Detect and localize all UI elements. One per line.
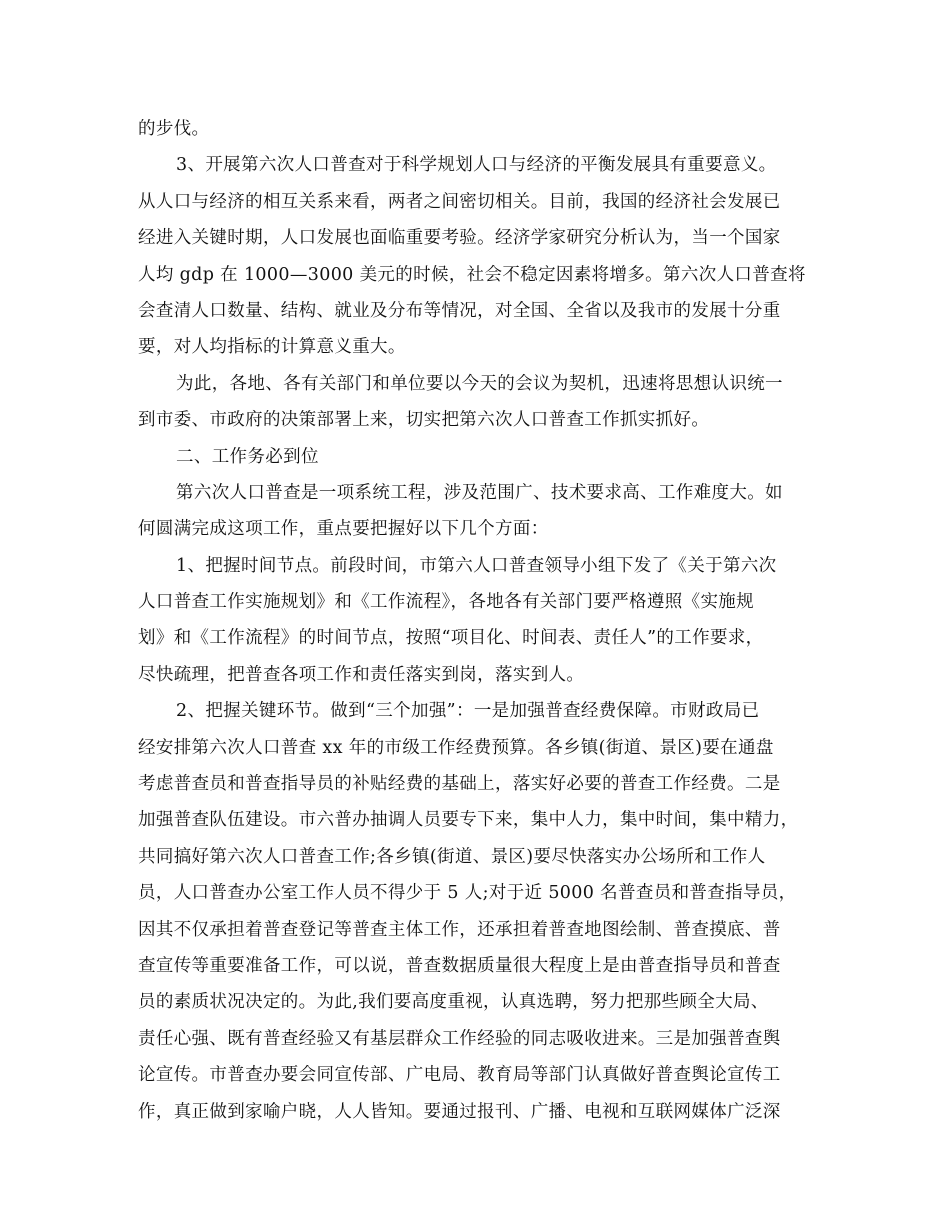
text-line: 2、把握关键环节。做到“三个加强”：一是加强普查经费保障。市财政局已 — [176, 701, 760, 722]
text-line: 经安排第六次人口普查 xx 年的市级工作经费预算。各乡镇(街道、景区)要在通盘 — [138, 737, 774, 758]
text-line: 加强普查队伍建设。市六普办抽调人员要专下来，集中人力，集中时间，集中精力， — [138, 810, 799, 831]
text-line: 责任心强、既有普查经验又有基层群众工作经验的同志吸收进来。三是加强普查舆 — [138, 1028, 781, 1049]
text-line: 因其不仅承担着普查登记等普查主体工作，还承担着普查地图绘制、普查摸底、普 — [138, 919, 781, 940]
text-line: 人口普查工作实施规划》和《工作流程》，各地各有关部门要严格遵照《实施规 — [138, 592, 754, 613]
text-line: 何圆满完成这项工作，重点要把握好以下几个方面： — [138, 519, 549, 540]
text-line: 为此，各地、各有关部门和单位要以今天的会议为契机，迅速将思想认识统一 — [176, 373, 783, 394]
text-line: 查宣传等重要准备工作，可以说，普查数据质量很大程度上是由普查指导员和普查 — [138, 955, 781, 976]
text-line: 人均 gdp 在 1000—3000 美元的时候，社会不稳定因素将增多。第六次人口普查将 — [138, 264, 806, 285]
document-body — [138, 111, 822, 1130]
text-line: 论宣传。市普查办要会同宣传部、广电局、教育局等部门认真做好普查舆论宣传工 — [138, 1065, 781, 1086]
text-line: 从人口与经济的相互关系来看，两者之间密切相关。目前，我国的经济社会发展已 — [138, 191, 781, 212]
text-line: 共同搞好第六次人口普查工作;各乡镇(街道、景区)要尽快落实办公场所和工作人 — [138, 846, 766, 867]
text-line: 1、把握时间节点。前段时间，市第六人口普查领导小组下发了《关于第六次 — [176, 555, 777, 576]
text-line: 员，人口普查办公室工作人员不得少于 5 人;对于近 5000 名普查员和普查指导员， — [138, 883, 797, 904]
text-line: 作，真正做到家喻户晓，人人皆知。要通过报刊、广播、电视和互联网媒体广泛深 — [138, 1101, 781, 1122]
text-line: 划》和《工作流程》的时间节点，按照“项目化、时间表、责任人”的工作要求， — [138, 628, 764, 649]
text-line: 员的素质状况决定的。为此,我们要高度重视，认真选聘，努力把那些顾全大局、 — [138, 992, 769, 1013]
section-heading: 二、工作务必到位 — [176, 446, 319, 467]
text-line: 考虑普查员和普查指导员的补贴经费的基础上，落实好必要的普查工作经费。二是 — [138, 774, 781, 795]
text-line: 第六次人口普查是一项系统工程，涉及范围广、技术要求高、工作难度大。如 — [176, 482, 783, 503]
text-line: 3、开展第六次人口普查对于科学规划人口与经济的平衡发展具有重要意义。 — [176, 155, 777, 176]
text-line: 到市委、市政府的决策部署上来，切实把第六次人口普查工作抓实抓好。 — [138, 410, 710, 431]
text-line: 的步伐。 — [138, 119, 210, 139]
text-line: 经进入关键时期，人口发展也面临重要考验。经济学家研究分析认为，当一个国家 — [138, 228, 781, 249]
text-line: 要，对人均指标的计算意义重大。 — [138, 337, 406, 358]
text-line: 尽快疏理，把普查各项工作和责任落实到岗，落实到人。 — [138, 664, 585, 685]
text-line: 会查清人口数量、结构、就业及分布等情况，对全国、全省以及我市的发展十分重 — [138, 300, 781, 321]
